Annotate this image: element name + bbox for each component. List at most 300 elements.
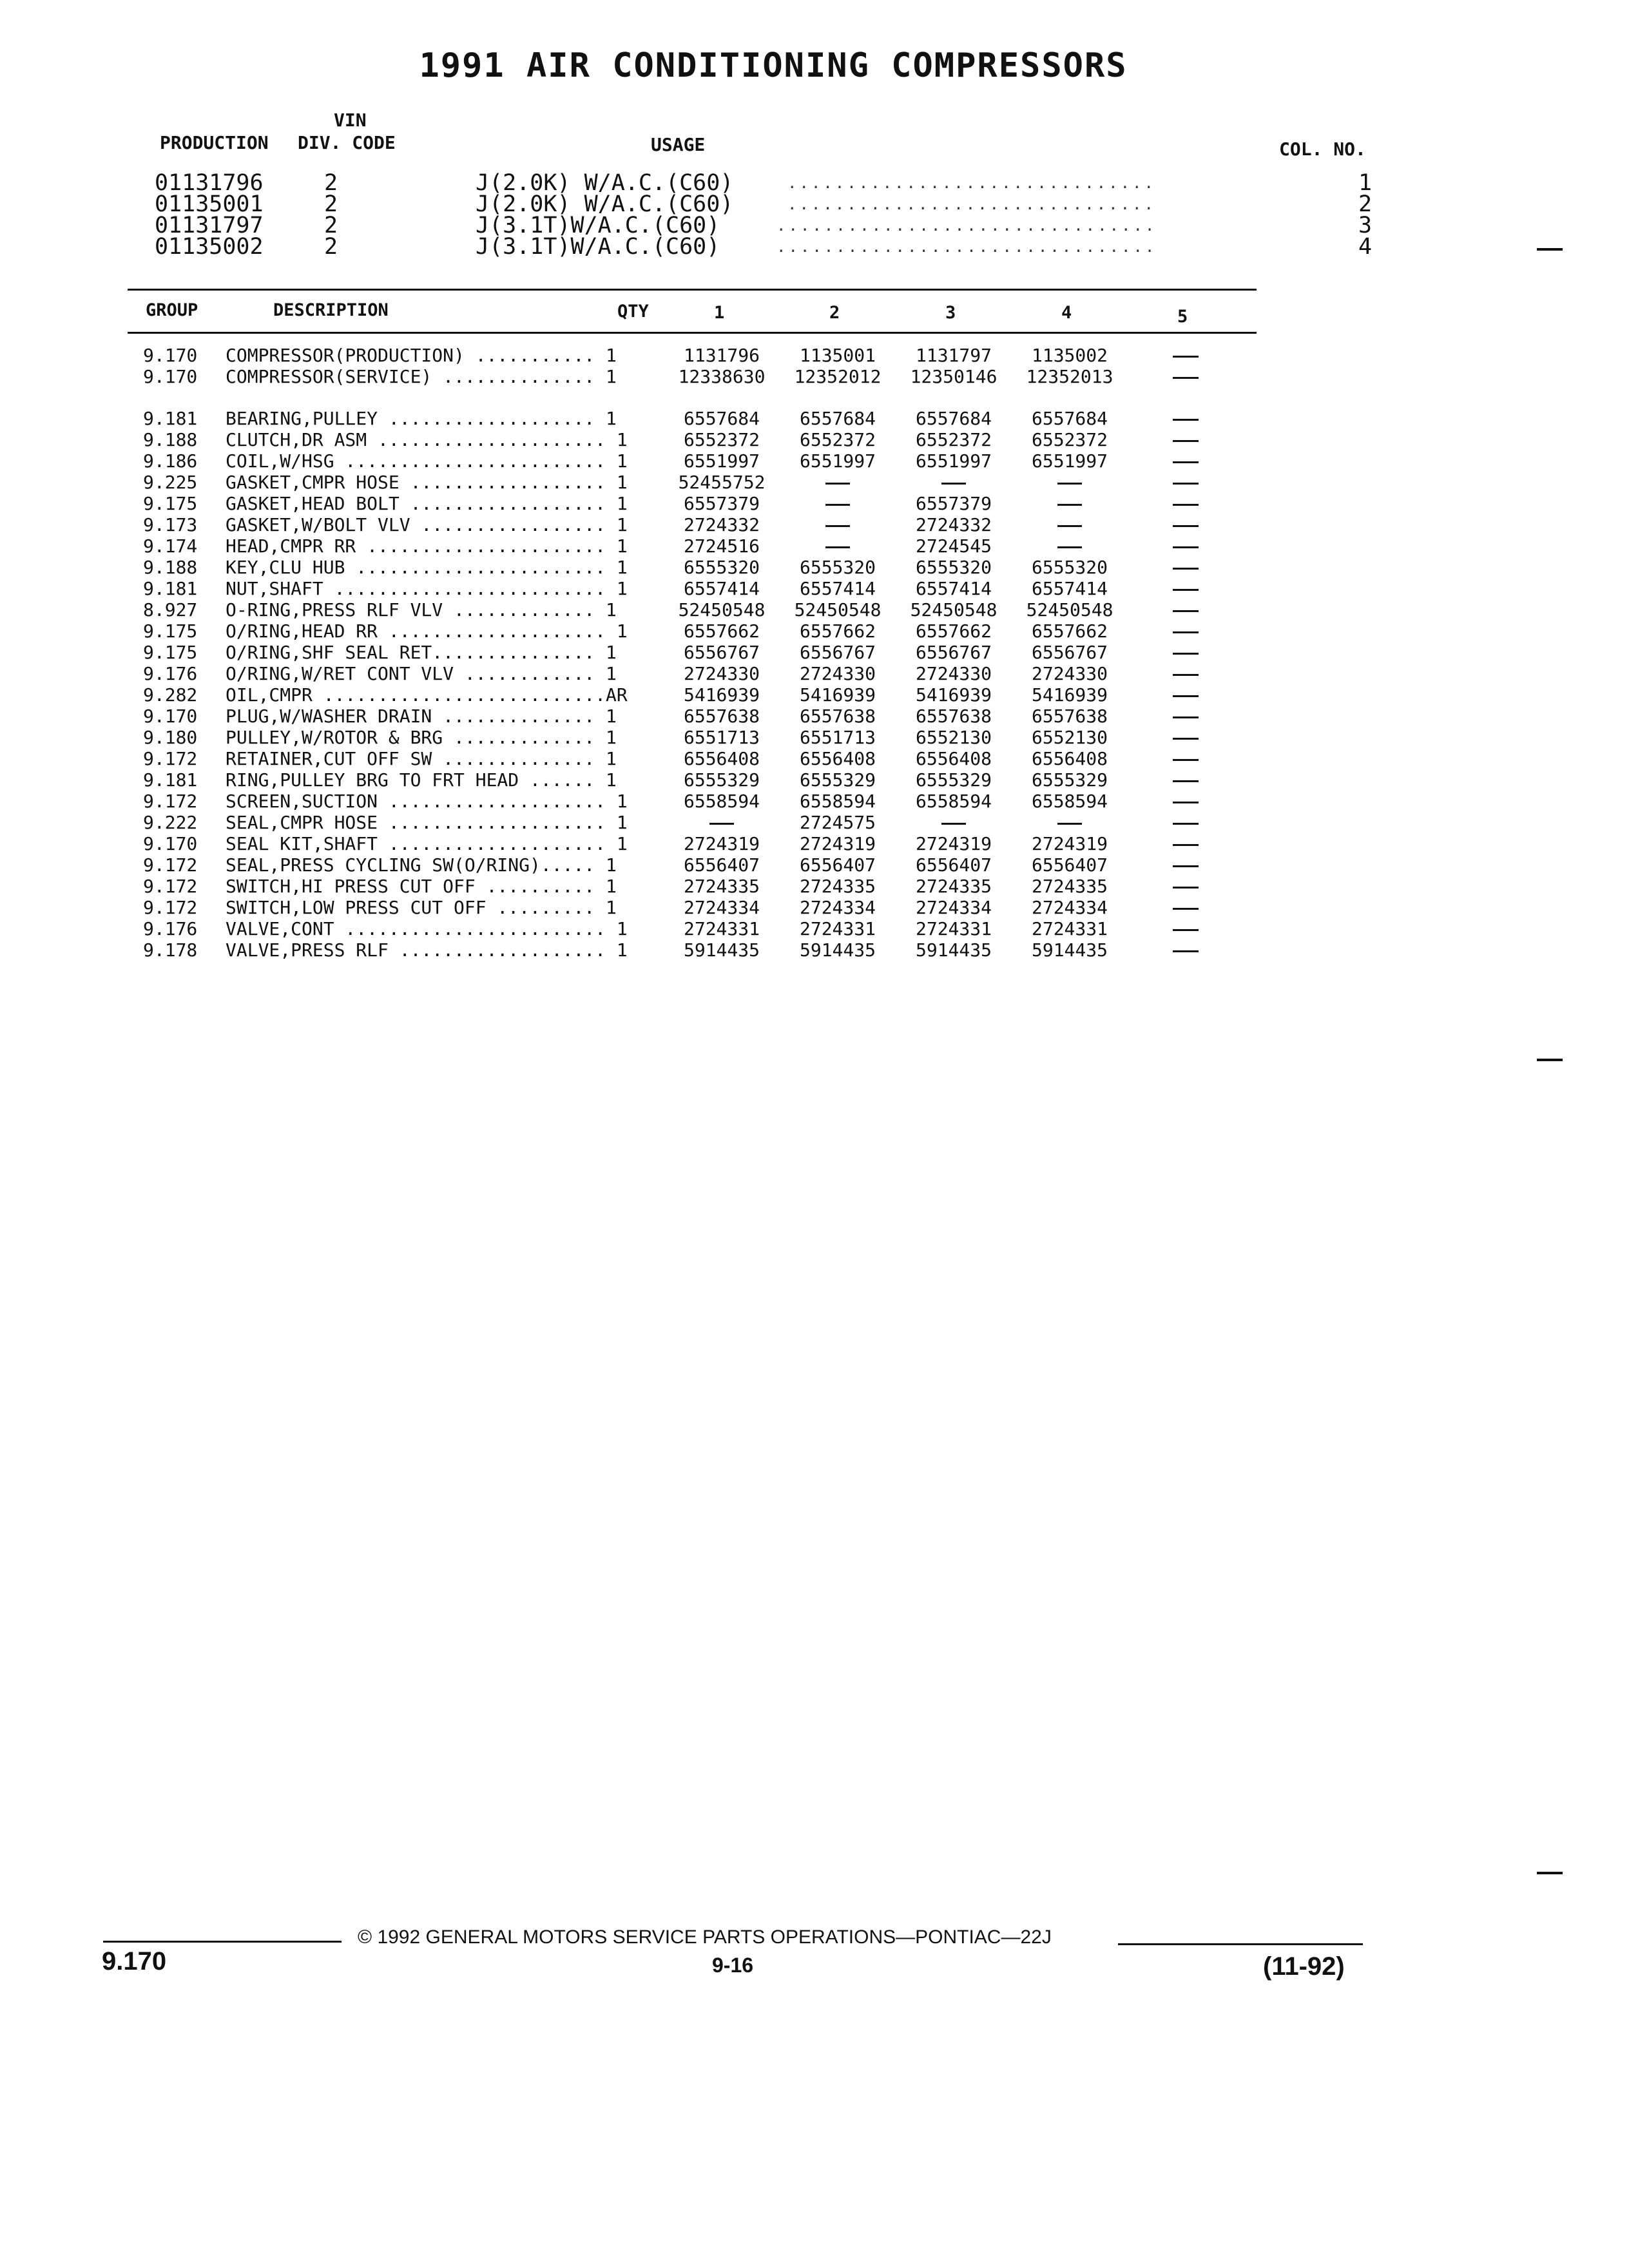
part-number-cell-2: 2724330	[799, 663, 876, 684]
part-number-cell-2: 1135001	[799, 345, 876, 366]
part-number-cell-3: 1131797	[915, 345, 992, 366]
part-number-cell-2: 6557638	[799, 706, 876, 727]
not-applicable-dash	[1173, 546, 1199, 548]
part-number-cell-4: 6556767	[1031, 642, 1108, 663]
part-number-cell-3: 6556408	[915, 748, 992, 769]
group-cell: 9.175	[143, 642, 198, 663]
not-applicable-dash	[1173, 844, 1199, 846]
part-number-cell-2: 2724335	[799, 876, 876, 897]
part-number-cell-4: 6557414	[1031, 578, 1108, 599]
table-row	[0, 535, 1629, 557]
revision-date: (11-92)	[1263, 1952, 1345, 1981]
table-top-rule	[128, 289, 1257, 291]
usage-text: J(3.1T)W/A.C.(C60)	[476, 234, 720, 260]
part-number-cell-5	[1124, 366, 1247, 387]
description-cell: SEAL,CMPR HOSE .................... 1	[226, 812, 628, 833]
part-number-cell-4: 2724335	[1031, 876, 1108, 897]
part-number-cell-2: 12352012	[794, 366, 882, 387]
description-cell: RING,PULLEY BRG TO FRT HEAD ...... 1	[226, 769, 617, 791]
margin-mark	[1537, 1059, 1563, 1061]
part-number-cell-3: 6557662	[915, 620, 992, 642]
part-number-cell-5	[1124, 706, 1247, 727]
description-cell: GASKET,HEAD BOLT .................. 1	[226, 493, 628, 514]
part-number-cell-1: 6556408	[683, 748, 760, 769]
table-row	[0, 493, 1629, 514]
part-number-cell-4	[1008, 535, 1131, 557]
part-number-cell-1: 6557638	[683, 706, 760, 727]
usage-label: USAGE	[651, 134, 706, 155]
part-number-cell-4: 52450548	[1026, 599, 1113, 620]
group-cell: 9.170	[143, 345, 198, 366]
table-row	[0, 684, 1629, 706]
part-number-cell-1: 6558594	[683, 791, 760, 812]
part-number-cell-5	[1124, 599, 1247, 620]
group-cell: 9.170	[143, 833, 198, 854]
description-cell: VALVE,CONT ........................ 1	[226, 918, 628, 939]
part-number-cell-4: 6557684	[1031, 408, 1108, 429]
table-row	[0, 408, 1629, 429]
col-1-header: 1	[714, 303, 725, 323]
part-number-cell-4: 6551997	[1031, 450, 1108, 472]
part-number-cell-1: 2724330	[683, 663, 760, 684]
part-number-cell-1: 6557684	[683, 408, 760, 429]
table-row	[0, 854, 1629, 876]
group-cell: 9.172	[143, 876, 198, 897]
description-cell: O/RING,SHF SEAL RET............... 1	[226, 642, 617, 663]
part-number-cell-4: 5416939	[1031, 684, 1108, 706]
part-number-cell-4	[1008, 812, 1131, 833]
part-number-cell-4: 6556408	[1031, 748, 1108, 769]
col-number: 1	[1358, 170, 1373, 196]
table-row	[0, 345, 1629, 366]
part-number-cell-3: 5416939	[915, 684, 992, 706]
table-row	[0, 939, 1629, 961]
not-applicable-dash	[1173, 759, 1199, 761]
table-row	[0, 663, 1629, 684]
not-applicable-dash	[941, 823, 966, 825]
usage-text: J(2.0K) W/A.C.(C60)	[476, 170, 734, 196]
part-number-cell-5	[1124, 876, 1247, 897]
table-row	[0, 897, 1629, 918]
part-number-cell-2: 5914435	[799, 939, 876, 961]
part-number-cell-1: 6557379	[683, 493, 760, 514]
not-applicable-dash	[941, 483, 966, 485]
part-number-cell-3: 12350146	[910, 366, 998, 387]
part-number-cell-2: 6552372	[799, 429, 876, 450]
part-number-cell-2: 2724331	[799, 918, 876, 939]
part-number-cell-3: 2724330	[915, 663, 992, 684]
part-number-cell-4: 6558594	[1031, 791, 1108, 812]
table-row	[0, 769, 1629, 791]
part-number-cell-5	[1124, 833, 1247, 854]
part-number-cell-5	[1124, 854, 1247, 876]
part-number-cell-4: 6557638	[1031, 706, 1108, 727]
col-no-label: COL. NO.	[1279, 139, 1366, 160]
part-number-cell-1: 2724332	[683, 514, 760, 535]
part-number-cell-3: 6551997	[915, 450, 992, 472]
description-cell: PULLEY,W/ROTOR & BRG ............. 1	[226, 727, 617, 748]
description-cell: COMPRESSOR(SERVICE) .............. 1	[226, 366, 617, 387]
not-applicable-dash	[1173, 461, 1199, 463]
table-row	[0, 812, 1629, 833]
part-number-cell-4: 6556407	[1031, 854, 1108, 876]
part-number-cell-2: 2724319	[799, 833, 876, 854]
part-number-cell-4: 1135002	[1031, 345, 1108, 366]
page-title: 1991 AIR CONDITIONING COMPRESSORS	[419, 46, 1128, 85]
not-applicable-dash	[1173, 695, 1199, 697]
div-code: 2	[324, 234, 338, 260]
part-number-cell-3: 52450548	[910, 599, 998, 620]
part-number-cell-1: 6552372	[683, 429, 760, 450]
production-code: 01131796	[155, 170, 264, 196]
group-cell: 9.172	[143, 854, 198, 876]
not-applicable-dash	[1173, 674, 1199, 676]
part-number-cell-3: 6556767	[915, 642, 992, 663]
part-number-cell-1: 5416939	[683, 684, 760, 706]
part-number-cell-1: 6556767	[683, 642, 760, 663]
part-number-cell-2: 5416939	[799, 684, 876, 706]
part-number-cell-4: 6555320	[1031, 557, 1108, 578]
not-applicable-dash	[1173, 440, 1199, 442]
part-number-cell-1: 12338630	[678, 366, 766, 387]
part-number-cell-2: 6557662	[799, 620, 876, 642]
part-number-cell-3: 6558594	[915, 791, 992, 812]
part-number-cell-2: 6556767	[799, 642, 876, 663]
part-number-cell-1: 6555320	[683, 557, 760, 578]
part-number-cell-5	[1124, 939, 1247, 961]
description-cell: O/RING,W/RET CONT VLV ............ 1	[226, 663, 617, 684]
not-applicable-dash	[1057, 546, 1082, 548]
production-code: 01135002	[155, 234, 264, 260]
part-number-cell-4: 2724319	[1031, 833, 1108, 854]
not-applicable-dash	[1173, 738, 1199, 740]
table-row	[0, 727, 1629, 748]
part-number-cell-4: 12352013	[1026, 366, 1113, 387]
group-cell: 9.172	[143, 791, 198, 812]
table-row	[0, 791, 1629, 812]
part-number-cell-4: 2724334	[1031, 897, 1108, 918]
table-row	[0, 514, 1629, 535]
not-applicable-dash	[1173, 568, 1199, 570]
page-number: 9-16	[712, 1954, 754, 1977]
part-number-cell-5	[1124, 429, 1247, 450]
table-row	[0, 450, 1629, 472]
part-number-cell-2: 6557684	[799, 408, 876, 429]
part-number-cell-5	[1124, 578, 1247, 599]
not-applicable-dash	[709, 823, 734, 825]
description-cell: OIL,CMPR ..........................AR	[226, 684, 628, 706]
part-number-cell-4: 5914435	[1031, 939, 1108, 961]
usage-text: J(3.1T)W/A.C.(C60)	[476, 213, 720, 238]
part-number-cell-2: 6551997	[799, 450, 876, 472]
description-cell: HEAD,CMPR RR ...................... 1	[226, 535, 628, 557]
table-row	[0, 557, 1629, 578]
part-number-cell-3: 6557638	[915, 706, 992, 727]
group-cell: 9.188	[143, 557, 198, 578]
not-applicable-dash	[1173, 356, 1199, 358]
part-number-cell-3: 2724331	[915, 918, 992, 939]
part-number-cell-5	[1124, 557, 1247, 578]
part-number-cell-3: 2724334	[915, 897, 992, 918]
part-number-cell-5	[1124, 791, 1247, 812]
col-2-header: 2	[829, 303, 840, 323]
part-number-cell-5	[1124, 408, 1247, 429]
usage-text: J(2.0K) W/A.C.(C60)	[476, 191, 734, 217]
group-cell: 9.180	[143, 727, 198, 748]
part-number-cell-3: 6552372	[915, 429, 992, 450]
part-number-cell-2: 2724575	[799, 812, 876, 833]
part-number-cell-2	[776, 535, 899, 557]
production-code: 01131797	[155, 213, 264, 238]
not-applicable-dash	[1173, 908, 1199, 910]
table-row	[0, 642, 1629, 663]
group-cell: 9.172	[143, 748, 198, 769]
part-number-cell-2: 6555329	[799, 769, 876, 791]
col-number: 3	[1358, 213, 1373, 238]
col-4-header: 4	[1061, 303, 1072, 323]
part-number-cell-3: 6552130	[915, 727, 992, 748]
group-cell: 9.175	[143, 493, 198, 514]
group-cell: 9.176	[143, 918, 198, 939]
table-row	[0, 918, 1629, 939]
part-number-cell-1: 6555329	[683, 769, 760, 791]
part-number-cell-3	[892, 812, 1015, 833]
col-number: 2	[1358, 191, 1373, 217]
table-header-rule	[128, 332, 1257, 334]
table-row	[0, 472, 1629, 493]
part-number-cell-2: 6556408	[799, 748, 876, 769]
not-applicable-dash	[1173, 525, 1199, 527]
not-applicable-dash	[1173, 589, 1199, 591]
part-number-cell-2: 2724334	[799, 897, 876, 918]
description-cell: SEAL KIT,SHAFT .................... 1	[226, 833, 628, 854]
part-number-cell-5	[1124, 535, 1247, 557]
part-number-cell-3: 6557414	[915, 578, 992, 599]
part-number-cell-1: 52450548	[678, 599, 766, 620]
part-number-cell-3: 6556407	[915, 854, 992, 876]
part-number-cell-5	[1124, 918, 1247, 939]
leader-dots: ...............................	[787, 174, 1156, 192]
col-number: 4	[1358, 234, 1373, 260]
part-number-cell-4: 6552130	[1031, 727, 1108, 748]
not-applicable-dash	[1057, 483, 1082, 485]
part-number-cell-1: 2724331	[683, 918, 760, 939]
group-cell: 8.927	[143, 599, 198, 620]
not-applicable-dash	[825, 525, 850, 527]
div-code: 2	[324, 170, 338, 196]
not-applicable-dash	[1173, 483, 1199, 485]
not-applicable-dash	[1173, 929, 1199, 931]
part-number-cell-1: 1131796	[683, 345, 760, 366]
part-number-cell-2: 6557414	[799, 578, 876, 599]
table-row	[0, 366, 1629, 387]
part-number-cell-4: 6552372	[1031, 429, 1108, 450]
table-row	[0, 706, 1629, 727]
not-applicable-dash	[1173, 610, 1199, 612]
part-number-cell-5	[1124, 812, 1247, 833]
part-number-cell-1: 52455752	[678, 472, 766, 493]
table-row	[0, 578, 1629, 599]
description-cell: SCREEN,SUCTION .................... 1	[226, 791, 628, 812]
leader-dots: ................................	[776, 216, 1157, 235]
table-row	[0, 748, 1629, 769]
part-number-cell-2: 6558594	[799, 791, 876, 812]
group-cell: 9.174	[143, 535, 198, 557]
part-number-cell-5	[1124, 620, 1247, 642]
description-cell: CLUTCH,DR ASM ..................... 1	[226, 429, 628, 450]
group-cell: 9.172	[143, 897, 198, 918]
part-number-cell-4	[1008, 472, 1131, 493]
part-number-cell-5	[1124, 727, 1247, 748]
footer-rule-right	[1118, 1943, 1363, 1945]
description-cell: GASKET,CMPR HOSE .................. 1	[226, 472, 628, 493]
part-number-cell-3: 5914435	[915, 939, 992, 961]
not-applicable-dash	[1173, 631, 1199, 633]
part-number-cell-5	[1124, 748, 1247, 769]
copyright-line: © 1992 GENERAL MOTORS SERVICE PARTS OPERATIONS—PONTIAC—22J	[358, 1927, 1052, 1948]
not-applicable-dash	[1173, 419, 1199, 421]
div-code-label: DIV. CODE	[298, 132, 396, 153]
part-number-cell-1: 2724335	[683, 876, 760, 897]
part-number-cell-5	[1124, 663, 1247, 684]
part-number-cell-4: 6557662	[1031, 620, 1108, 642]
not-applicable-dash	[1173, 716, 1199, 718]
part-number-cell-1: 2724319	[683, 833, 760, 854]
group-cell: 9.170	[143, 706, 198, 727]
group-cell: 9.188	[143, 429, 198, 450]
part-number-cell-5	[1124, 897, 1247, 918]
part-number-cell-3: 2724335	[915, 876, 992, 897]
not-applicable-dash	[1173, 780, 1199, 782]
part-number-cell-2: 52450548	[794, 599, 882, 620]
table-row	[0, 599, 1629, 620]
group-header: GROUP	[146, 300, 198, 320]
leader-dots: ...............................	[787, 195, 1156, 213]
part-number-cell-5	[1124, 472, 1247, 493]
not-applicable-dash	[1057, 504, 1082, 506]
description-cell: COMPRESSOR(PRODUCTION) ........... 1	[226, 345, 617, 366]
group-cell: 9.282	[143, 684, 198, 706]
div-code: 2	[324, 213, 338, 238]
part-number-cell-1: 6557662	[683, 620, 760, 642]
not-applicable-dash	[1173, 802, 1199, 803]
not-applicable-dash	[1173, 887, 1199, 889]
group-cell: 9.170	[143, 366, 198, 387]
not-applicable-dash	[1173, 377, 1199, 379]
table-row	[0, 429, 1629, 450]
part-number-cell-5	[1124, 642, 1247, 663]
part-number-cell-3: 2724545	[915, 535, 992, 557]
not-applicable-dash	[1173, 653, 1199, 655]
not-applicable-dash	[825, 483, 850, 485]
part-number-cell-4: 2724330	[1031, 663, 1108, 684]
part-number-cell-3: 2724319	[915, 833, 992, 854]
part-number-cell-3: 6555320	[915, 557, 992, 578]
not-applicable-dash	[825, 504, 850, 506]
part-number-cell-1: 5914435	[683, 939, 760, 961]
not-applicable-dash	[1173, 865, 1199, 867]
description-cell: RETAINER,CUT OFF SW .............. 1	[226, 748, 617, 769]
margin-mark	[1537, 1872, 1563, 1874]
part-number-cell-1: 6557414	[683, 578, 760, 599]
part-number-cell-2	[776, 514, 899, 535]
part-number-cell-1: 6551997	[683, 450, 760, 472]
part-number-cell-1	[660, 812, 783, 833]
description-cell: SWITCH,HI PRESS CUT OFF .......... 1	[226, 876, 617, 897]
description-cell: NUT,SHAFT ......................... 1	[226, 578, 628, 599]
part-number-cell-3: 6557379	[915, 493, 992, 514]
production-label: PRODUCTION	[160, 132, 269, 153]
part-number-cell-5	[1124, 684, 1247, 706]
description-cell: SWITCH,LOW PRESS CUT OFF ......... 1	[226, 897, 617, 918]
group-cell: 9.181	[143, 769, 198, 791]
group-cell: 9.176	[143, 663, 198, 684]
part-number-cell-5	[1124, 514, 1247, 535]
description-cell: PLUG,W/WASHER DRAIN .............. 1	[226, 706, 617, 727]
part-number-cell-3: 6557684	[915, 408, 992, 429]
not-applicable-dash	[1057, 823, 1082, 825]
group-cell: 9.186	[143, 450, 198, 472]
part-number-cell-5	[1124, 450, 1247, 472]
group-cell: 9.178	[143, 939, 198, 961]
production-code: 01135001	[155, 191, 264, 217]
description-cell: SEAL,PRESS CYCLING SW(O/RING)..... 1	[226, 854, 617, 876]
group-cell: 9.173	[143, 514, 198, 535]
part-number-cell-3: 6555329	[915, 769, 992, 791]
group-cell: 9.181	[143, 578, 198, 599]
description-cell: GASKET,W/BOLT VLV ................. 1	[226, 514, 628, 535]
part-number-cell-2	[776, 493, 899, 514]
table-row	[0, 833, 1629, 854]
part-number-cell-1: 6551713	[683, 727, 760, 748]
part-number-cell-5	[1124, 493, 1247, 514]
part-number-cell-1: 6556407	[683, 854, 760, 876]
qty-header: QTY	[617, 302, 649, 322]
part-number-cell-2: 6555320	[799, 557, 876, 578]
not-applicable-dash	[1173, 504, 1199, 506]
description-cell: COIL,W/HSG ........................ 1	[226, 450, 628, 472]
section-number: 9.170	[102, 1947, 167, 1975]
part-number-cell-2: 6556407	[799, 854, 876, 876]
part-number-cell-1: 2724516	[683, 535, 760, 557]
vin-label: VIN	[334, 110, 367, 131]
col-3-header: 3	[945, 303, 956, 323]
footer-rule-left	[103, 1941, 342, 1943]
part-number-cell-4: 2724331	[1031, 918, 1108, 939]
not-applicable-dash	[1173, 823, 1199, 825]
description-cell: VALVE,PRESS RLF ................... 1	[226, 939, 628, 961]
div-code: 2	[324, 191, 338, 217]
part-number-cell-5	[1124, 769, 1247, 791]
part-number-cell-2	[776, 472, 899, 493]
not-applicable-dash	[825, 546, 850, 548]
description-cell: KEY,CLU HUB ....................... 1	[226, 557, 628, 578]
not-applicable-dash	[1057, 525, 1082, 527]
margin-mark	[1537, 248, 1563, 251]
group-cell: 9.225	[143, 472, 198, 493]
part-number-cell-4	[1008, 493, 1131, 514]
part-number-cell-2: 6551713	[799, 727, 876, 748]
part-number-cell-4	[1008, 514, 1131, 535]
description-header: DESCRIPTION	[273, 300, 389, 320]
description-cell: BEARING,PULLEY ................... 1	[226, 408, 617, 429]
part-number-cell-4: 6555329	[1031, 769, 1108, 791]
description-cell: O-RING,PRESS RLF VLV ............. 1	[226, 599, 617, 620]
group-cell: 9.181	[143, 408, 198, 429]
table-row	[0, 876, 1629, 897]
part-number-cell-1: 2724334	[683, 897, 760, 918]
usage-row	[0, 236, 1629, 258]
